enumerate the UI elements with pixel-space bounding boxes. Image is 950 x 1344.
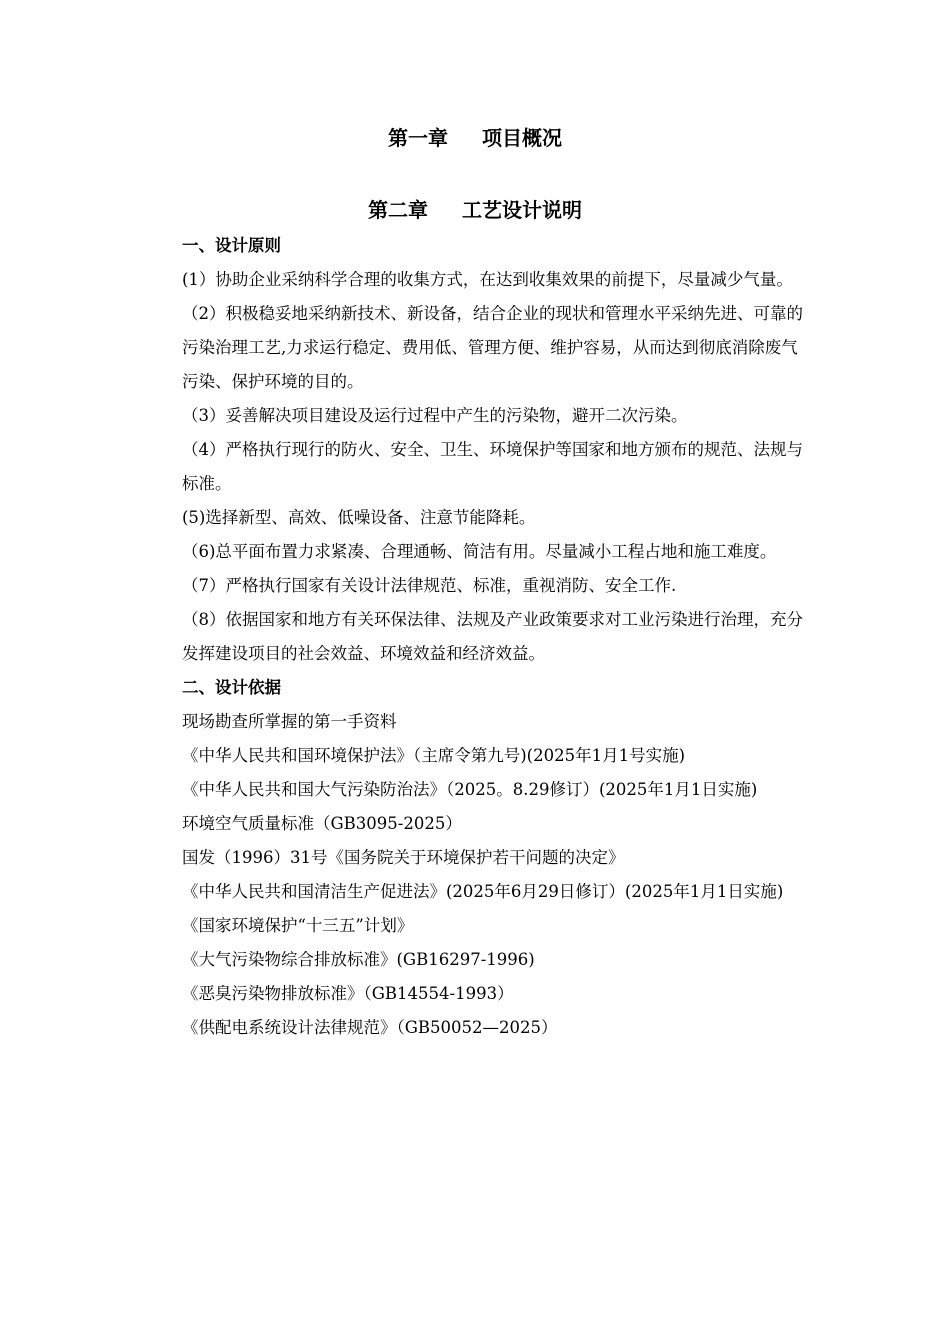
basis-item-2: 《中华人民共和国环境保护法》（主席令第九号)(2025年1月1号实施) [182, 746, 686, 765]
basis-item-10: 《供配电系统设计法律规范》（GB50052—2025） [182, 1018, 558, 1037]
chapter-2-number: 第二章 [368, 198, 428, 222]
chapter-2-heading [0, 196, 950, 224]
principle-3: （3）妥善解决项目建设及运行过程中产生的污染物，避开二次污染。 [182, 406, 688, 425]
principle-7: （7）严格执行国家有关设计法律规范、标准，重视消防、安全工作. [182, 576, 677, 595]
basis-item-1: 现场勘查所掌握的第一手资料 [182, 712, 397, 731]
principle-2: （2）积极稳妥地采纳新技术、新设备，结合企业的现状和管理水平采纳先进、可靠的污染治理工艺,力求运行稳定、费用低、管理方便、维护容易，从而达到彻底消除废气污染、保护环境的目的。 [182, 304, 803, 391]
chapter-2-title: 工艺设计说明 [462, 198, 582, 222]
basis-item-7: 《国家环境保护“十三五”计划》 [182, 916, 414, 935]
principle-1: (1）协助企业采纳科学合理的收集方式，在达到收集效果的前提下，尽量减少气量。 [182, 270, 793, 289]
chapter-2-body [182, 229, 812, 1045]
chapter-1-heading [0, 124, 950, 152]
basis-item-8: 《大气污染物综合排放标准》(GB16297-1996) [182, 950, 535, 969]
basis-item-4: 环境空气质量标准（GB3095-2025） [182, 814, 462, 833]
section-heading-basis: 二、设计依据 [182, 678, 281, 697]
principle-8: （8）依据国家和地方有关环保法律、法规及产业政策要求对工业污染进行治理，充分发挥建设项目的社会效益、环境效益和经济效益。 [182, 610, 803, 663]
chapter-1-number: 第一章 [388, 126, 448, 150]
section-heading-principles: 一、设计原则 [182, 236, 281, 255]
principle-6: （6)总平面布置力求紧凑、合理通畅、简洁有用。尽量减小工程占地和施工难度。 [182, 542, 777, 561]
basis-item-6: 《中华人民共和国清洁生产促进法》(2025年6月29日修订）(2025年1月1日实施) [182, 882, 784, 901]
basis-item-3: 《中华人民共和国大气污染防治法》（2025。8.29修订）(2025年1月1日实施) [182, 780, 758, 799]
principle-4: （4）严格执行现行的防火、安全、卫生、环境保护等国家和地方颁布的规范、法规与标准。 [182, 440, 803, 493]
principle-5: (5)选择新型、高效、低噪设备、注意节能降耗。 [182, 508, 536, 527]
chapter-1-title: 项目概况 [482, 126, 562, 150]
basis-item-9: 《恶臭污染物排放标准》（GB14554-1993） [182, 984, 514, 1003]
basis-item-5: 国发（1996）31号《国务院关于环境保护若干问题的决定》 [182, 848, 625, 867]
